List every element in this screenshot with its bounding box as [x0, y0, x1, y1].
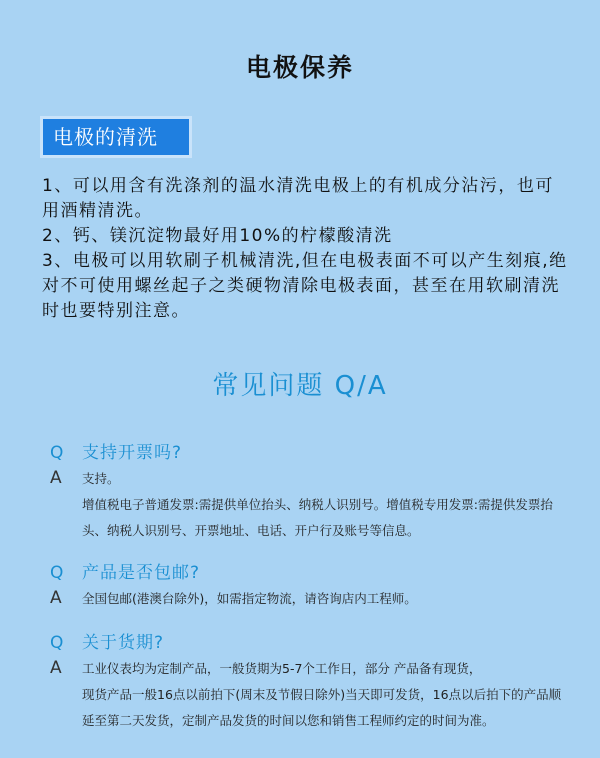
a-mark: A: [50, 658, 62, 678]
care-line-1: 1、可以用含有洗涤剂的温水清洗电极上的有机成分沾污，也可用酒精清洗。: [42, 176, 554, 221]
answer-row: [50, 586, 570, 612]
question-row: [50, 630, 570, 656]
a-mark: A: [50, 468, 62, 488]
electrode-care-text: [42, 174, 572, 324]
qa-item-lead-time: [50, 630, 570, 734]
a-mark: A: [50, 588, 62, 608]
answer-row: [50, 656, 570, 682]
question-row: [50, 560, 570, 586]
q-mark: Q: [50, 563, 64, 583]
answer-first-line: 全国包邮(港澳台除外)，如需指定物流，请咨询店内工程师。: [82, 591, 417, 606]
answer-text: [82, 466, 120, 492]
answer-text: [82, 586, 417, 612]
question-text: 支持开票吗?: [82, 443, 183, 463]
qa-item-shipping: [50, 560, 570, 612]
answer-detail: [82, 682, 570, 734]
answer-more: 现货产品一般16点以前拍下(周末及节假日除外)当天即可发货，16点以后拍下的产品顺延至第二天发货，定制产品发货的时间以您和销售工程师约定的时间为准。: [82, 687, 562, 728]
section-badge-electrode-cleaning: 电极的清洗: [40, 116, 192, 158]
answer-detail: [82, 492, 570, 544]
qa-item-invoice: [50, 440, 570, 544]
answer-more: 增值税电子普通发票:需提供单位抬头、纳税人识别号。增值税专用发票:需提供发票抬头、纳税人识别号、开票地址、电话、开户行及账号等信息。: [82, 497, 553, 538]
q-mark: Q: [50, 633, 64, 653]
answer-text: [82, 656, 481, 682]
question-text: 关于货期?: [82, 633, 165, 653]
question-text: 产品是否包邮?: [82, 563, 201, 583]
page-title: 电极保养: [245, 53, 354, 82]
answer-first-line: 工业仪表均为定制产品，一般货期为5-7个工作日，部分 产品备有现货，: [82, 661, 482, 676]
care-line-3: 3、电极可以用软刷子机械清洗,但在电极表面不可以产生刻痕,绝对不可使用螺丝起子之类硬物清除电极表面，甚至在用软刷清洗时也要特别注意。: [42, 251, 568, 321]
answer-row: [50, 466, 570, 492]
question-row: [50, 440, 570, 466]
care-line-2: 2、钙、镁沉淀物最好用10%的柠檬酸清洗: [42, 226, 393, 246]
answer-first-line: 支持。: [82, 471, 120, 486]
q-mark: Q: [50, 443, 64, 463]
qa-section-title: 常见问题 Q/A: [212, 371, 388, 401]
